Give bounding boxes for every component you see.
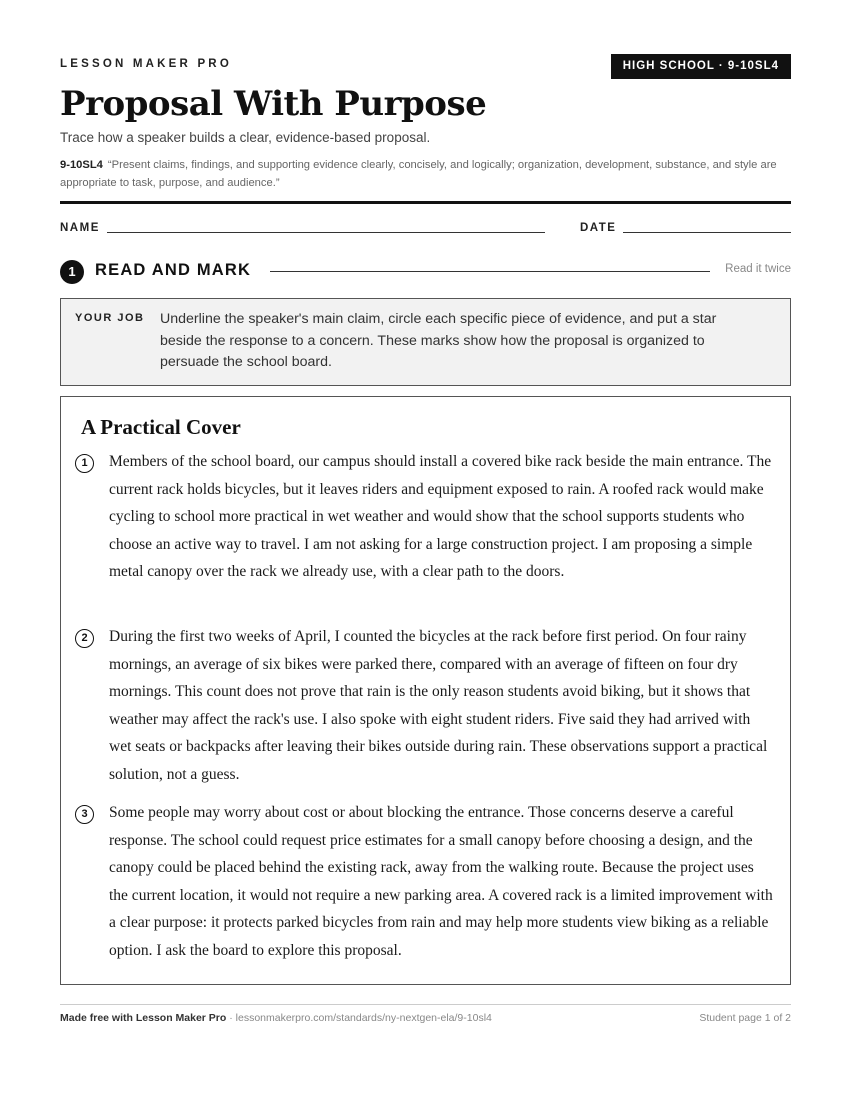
- instructions-label: YOUR JOB: [75, 312, 145, 324]
- name-field[interactable]: [107, 232, 545, 233]
- section-title: READ AND MARK: [95, 261, 252, 279]
- passage-box: [60, 396, 791, 985]
- footer-credit: [60, 1012, 492, 1024]
- paragraph-number-badge: 3: [75, 805, 94, 824]
- page-subtitle: Trace how a speaker builds a clear, evidence-based proposal.: [60, 130, 431, 145]
- paragraph-text: Some people may worry about cost or about blocking the entrance. Those concerns deserve a careful response. The school could request price estimates for a small canopy before choosing a design, and the canopy could be placed behind the existing rack, away from the walking route. Because the project uses the current location, it would not require a new parking area. A covered rack is a limited improvement with a clear purpose: it protects parked bicycles from rain and may help more students view biking as a reliable option. I ask the board to explore this proposal.: [109, 804, 773, 959]
- header-divider: [60, 201, 791, 204]
- footer-made-with: Made free with Lesson Maker Pro: [60, 1012, 227, 1024]
- footer-separator: ·: [226, 1012, 236, 1024]
- paragraph-number-badge: 1: [75, 454, 94, 473]
- instructions-box: [60, 298, 791, 386]
- footer-divider: [60, 1004, 791, 1005]
- section-rule: [270, 271, 710, 272]
- instructions-text: Underline the speaker's main claim, circle each specific piece of evidence, and put a star beside the response to a concern. These marks show how the proposal is organized to persuade the school board.: [160, 311, 717, 370]
- section-number: 1: [60, 260, 84, 284]
- date-label: DATE: [580, 222, 617, 234]
- footer-url[interactable]: lessonmakerpro.com/standards/ny-nextgen-ela/9-10sl4: [235, 1012, 492, 1024]
- name-label: NAME: [60, 222, 100, 234]
- date-field[interactable]: [623, 232, 791, 233]
- standard-text: “Present claims, findings, and supporting evidence clearly, concisely, and logically; organization, development, substance, and style are appropriate to task, purpose, and audience.”: [60, 159, 777, 189]
- paragraph-text: Members of the school board, our campus should install a covered bike rack beside the main entrance. The current rack holds bicycles, but it leaves riders and equipment exposed to rain. A roofed rack would make cycling to school more practical in wet weather and would show that the school supports students who choose an active way to travel. I am not asking for a large construction project. I am proposing a simple metal canopy over the rack we already use, with a clear path to the doors.: [109, 453, 772, 581]
- paragraph-number-badge: 2: [75, 629, 94, 648]
- level-badge: HIGH SCHOOL · 9-10SL4: [611, 54, 791, 79]
- section-note: Read it twice: [725, 263, 791, 275]
- standard-code: 9-10SL4: [60, 159, 103, 171]
- passage-title: A Practical Cover: [81, 415, 241, 439]
- page-number: Student page 1 of 2: [699, 1012, 791, 1024]
- brand-name: LESSON MAKER PRO: [60, 58, 232, 70]
- standard-statement: [60, 156, 791, 192]
- page-title: Proposal With Purpose: [60, 84, 487, 124]
- paragraph-text: During the first two weeks of April, I counted the bicycles at the rack before first period. On four rainy mornings, an average of six bikes were parked there, compared with an average of fifteen on four dry mornings. This count does not prove that rain is the only reason students avoid biking, but it shows that weather may affect the rack's use. I also spoke with eight student riders. Five said they had arrived with wet seats or backpacks after leaving their bikes outside during rain. These observations support a practical solution, not a guess.: [109, 628, 768, 783]
